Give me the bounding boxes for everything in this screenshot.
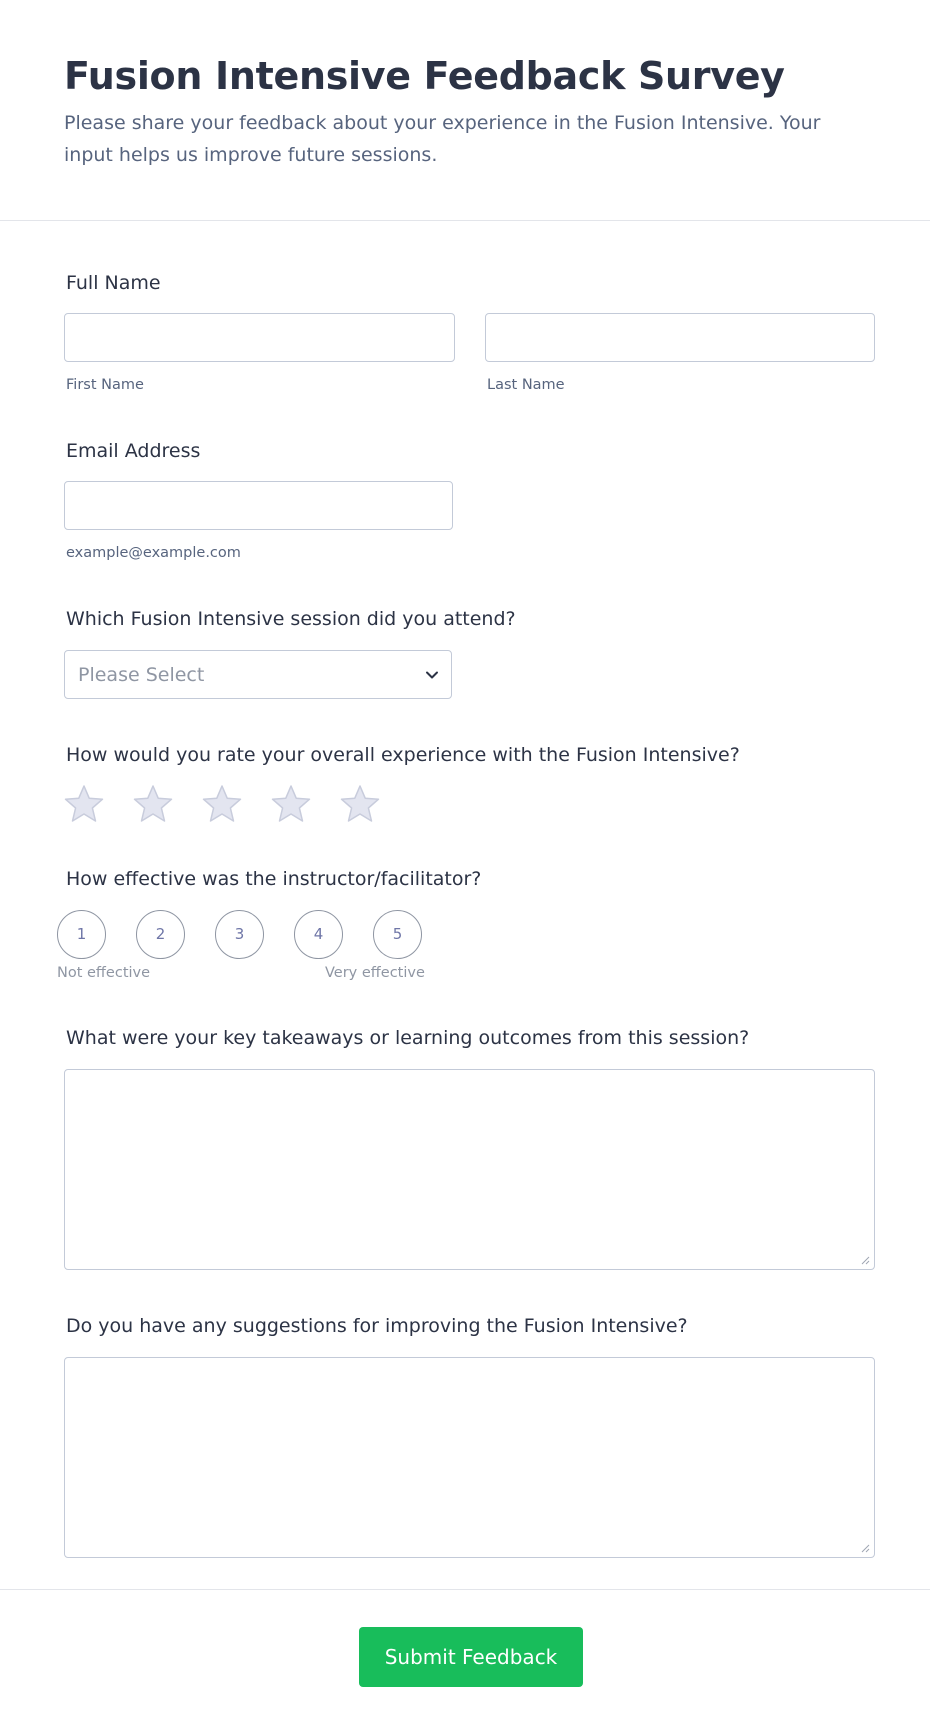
form-title: Fusion Intensive Feedback Survey bbox=[64, 54, 785, 98]
suggestions-label: Do you have any suggestions for improving the Fusion Intensive? bbox=[66, 1315, 688, 1337]
submit-button[interactable]: Submit Feedback bbox=[359, 1627, 583, 1687]
scale-option-5[interactable]: 5 bbox=[373, 910, 422, 959]
last-name-input[interactable] bbox=[485, 313, 875, 362]
suggestions-textarea[interactable] bbox=[64, 1357, 875, 1558]
full-name-label: Full Name bbox=[66, 272, 161, 294]
star-icon[interactable] bbox=[132, 784, 174, 824]
scale-high-label: Very effective bbox=[325, 965, 425, 981]
email-input[interactable] bbox=[64, 481, 453, 530]
star-icon[interactable] bbox=[63, 784, 105, 824]
overall-rating-label: How would you rate your overall experience with the Fusion Intensive? bbox=[66, 744, 740, 766]
star-icon[interactable] bbox=[201, 784, 243, 824]
resize-handle-icon[interactable] bbox=[860, 1543, 870, 1553]
chevron-down-icon bbox=[425, 668, 439, 682]
email-sublabel: example@example.com bbox=[66, 545, 241, 561]
email-label: Email Address bbox=[66, 440, 201, 462]
form-description: Please share your feedback about your experience in the Fusion Intensive. Your input helps us improve future sessions. bbox=[64, 112, 821, 166]
scale-option-1[interactable]: 1 bbox=[57, 910, 106, 959]
form-header bbox=[0, 0, 930, 221]
scale-option-4[interactable]: 4 bbox=[294, 910, 343, 959]
takeaways-textarea[interactable] bbox=[64, 1069, 875, 1270]
session-select[interactable] bbox=[64, 650, 452, 699]
last-name-sublabel: Last Name bbox=[487, 377, 565, 393]
scale-option-3[interactable]: 3 bbox=[215, 910, 264, 959]
scale-low-label: Not effective bbox=[57, 965, 151, 981]
takeaways-label: What were your key takeaways or learning outcomes from this session? bbox=[66, 1027, 750, 1049]
session-label: Which Fusion Intensive session did you attend? bbox=[66, 608, 516, 630]
scale-option-2[interactable]: 2 bbox=[136, 910, 185, 959]
star-icon[interactable] bbox=[270, 784, 312, 824]
session-select-value: Please Select bbox=[78, 664, 205, 686]
star-icon[interactable] bbox=[339, 784, 381, 824]
resize-handle-icon[interactable] bbox=[860, 1255, 870, 1265]
first-name-sublabel: First Name bbox=[66, 377, 144, 393]
instructor-rating-label: How effective was the instructor/facilitator? bbox=[66, 868, 482, 890]
first-name-input[interactable] bbox=[64, 313, 455, 362]
